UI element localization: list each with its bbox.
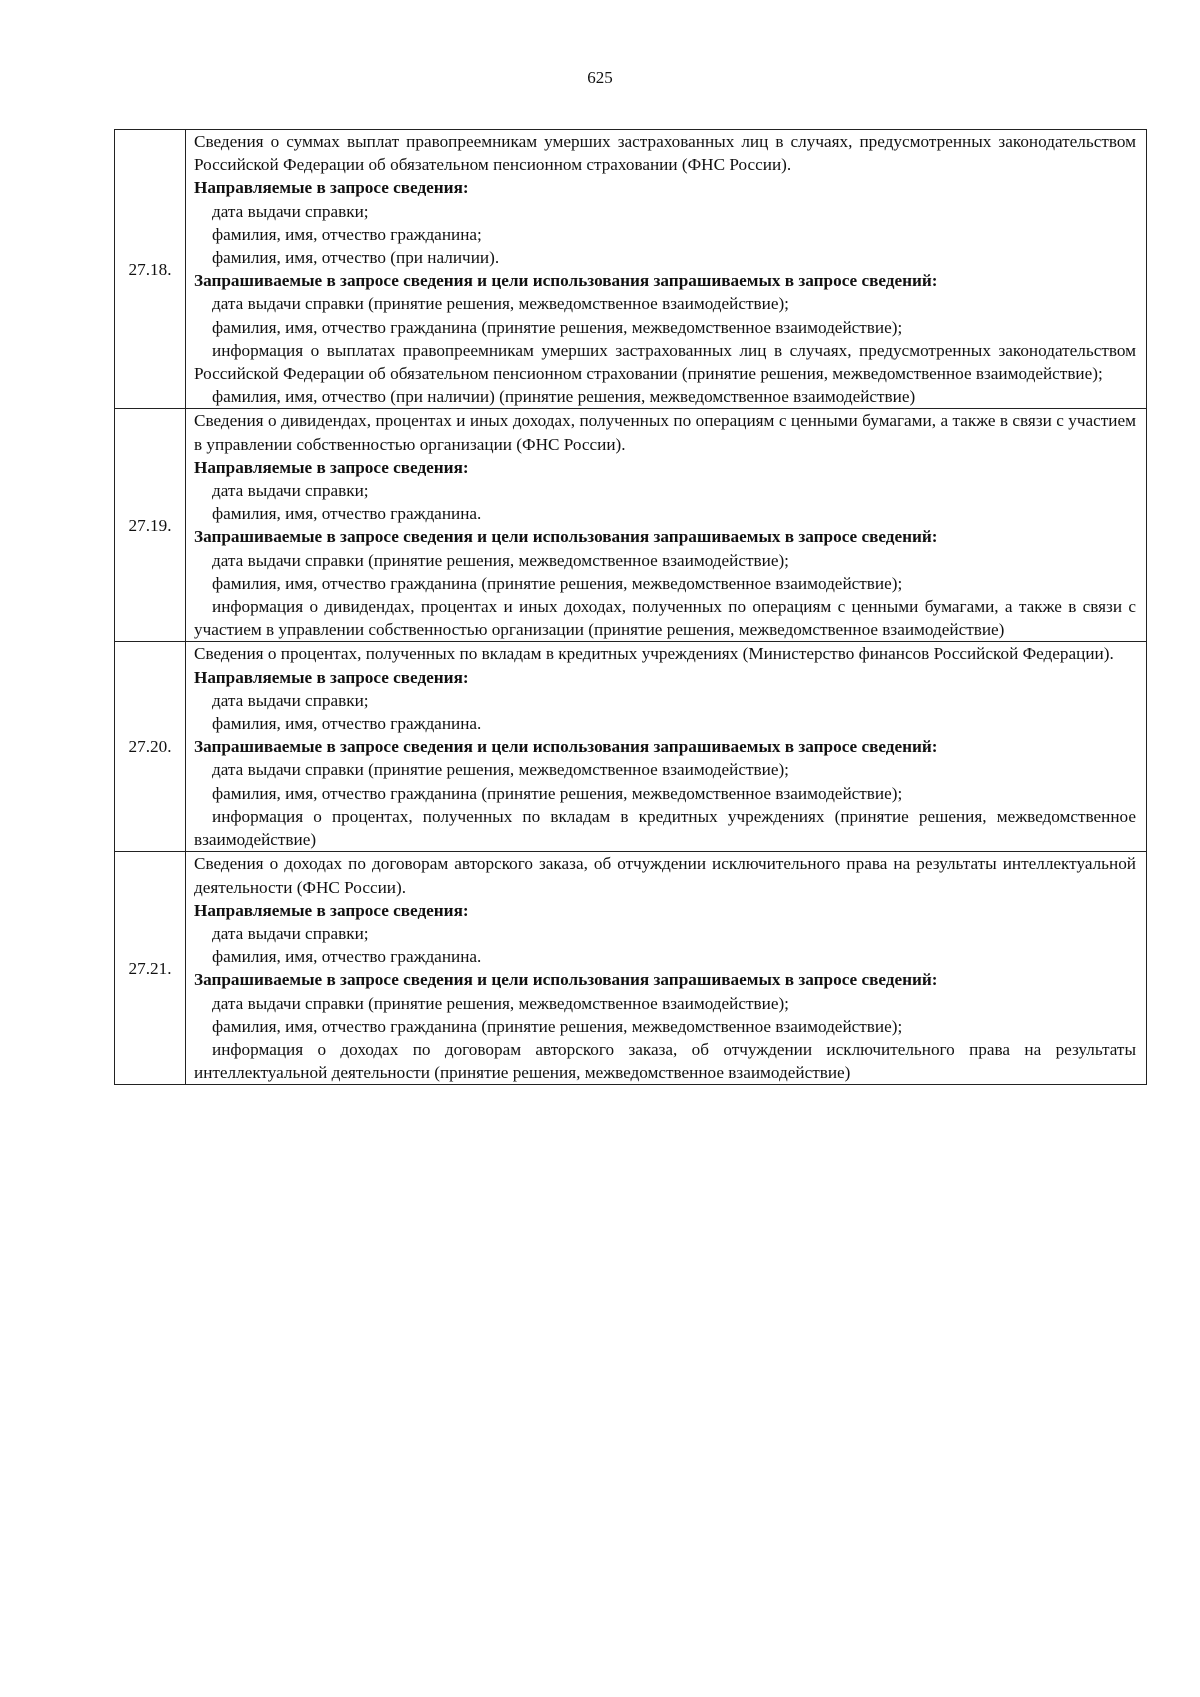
row-number: 27.18. bbox=[115, 130, 186, 409]
row-content bbox=[186, 130, 1147, 409]
requested-item: дата выдачи справки (принятие решения, межведомственное взаимодействие); bbox=[212, 550, 789, 570]
page-number: 625 bbox=[587, 68, 613, 87]
sent-item: фамилия, имя, отчество гражданина. bbox=[212, 714, 482, 734]
requested-item: информация о выплатах правопреемникам умерших застрахованных лиц в случаях, предусмотренных законодательством Российской Федерации об обязательном пенсионном страховании (принятие решения, межведомственное взаимодействие); bbox=[194, 340, 1136, 384]
requested-heading: Запрашиваемые в запросе сведения и цели использования запрашиваемых в запросе сведений: bbox=[194, 271, 938, 291]
row-content bbox=[186, 852, 1147, 1085]
row-title: Сведения о дивидендах, процентах и иных доходах, полученных по операциям с ценными бумагами, а также в связи с участием в управлении собственностью организации (ФНС России). bbox=[194, 411, 1136, 454]
document-table bbox=[114, 129, 1147, 1085]
row-number: 27.19. bbox=[115, 409, 186, 642]
row-number: 27.21. bbox=[115, 852, 186, 1085]
table-row bbox=[115, 130, 1147, 409]
requested-heading: Запрашиваемые в запросе сведения и цели использования запрашиваемых в запросе сведений: bbox=[194, 527, 938, 547]
sent-item: дата выдачи справки; bbox=[212, 923, 369, 943]
sent-item: дата выдачи справки; bbox=[212, 481, 369, 501]
row-content bbox=[186, 409, 1147, 642]
requested-item: дата выдачи справки (принятие решения, межведомственное взаимодействие); bbox=[212, 760, 789, 780]
requested-item: фамилия, имя, отчество гражданина (принятие решения, межведомственное взаимодействие); bbox=[212, 317, 903, 337]
requested-item: фамилия, имя, отчество гражданина (принятие решения, межведомственное взаимодействие); bbox=[212, 783, 903, 803]
requested-item: фамилия, имя, отчество гражданина (принятие решения, межведомственное взаимодействие); bbox=[212, 1016, 903, 1036]
table-body bbox=[115, 130, 1147, 1085]
requested-item: фамилия, имя, отчество (при наличии) (принятие решения, межведомственное взаимодействие) bbox=[212, 387, 916, 407]
requested-item: информация о процентах, полученных по вкладам в кредитных учреждениях (принятие решения, межведомственное взаимодействие) bbox=[194, 806, 1136, 850]
requested-item: информация о дивидендах, процентах и иных доходах, полученных по операциям с ценными бумагами, а также в связи с участием в управлении собственностью организации (принятие решения, межведомственное взаимодействие) bbox=[194, 597, 1136, 640]
sent-item: дата выдачи справки; bbox=[212, 690, 369, 710]
requested-item: дата выдачи справки (принятие решения, межведомственное взаимодействие); bbox=[212, 993, 789, 1013]
requested-item: дата выдачи справки (принятие решения, межведомственное взаимодействие); bbox=[212, 294, 789, 314]
requested-heading: Запрашиваемые в запросе сведения и цели использования запрашиваемых в запросе сведений: bbox=[194, 970, 938, 990]
row-number: 27.20. bbox=[115, 642, 186, 852]
sent-heading: Направляемые в запросе сведения: bbox=[194, 178, 469, 198]
sent-item: фамилия, имя, отчество гражданина. bbox=[212, 504, 482, 524]
sent-item: фамилия, имя, отчество гражданина. bbox=[212, 947, 482, 967]
row-content bbox=[186, 642, 1147, 852]
table-row bbox=[115, 852, 1147, 1085]
row-title: Сведения о процентах, полученных по вкладам в кредитных учреждениях (Министерство финансов Российской Федерации). bbox=[194, 644, 1114, 664]
row-title: Сведения о доходах по договорам авторского заказа, об отчуждении исключительного права на результаты интеллектуальной деятельности (ФНС России). bbox=[194, 854, 1136, 897]
table-row bbox=[115, 409, 1147, 642]
sent-item: фамилия, имя, отчество гражданина; bbox=[212, 224, 482, 244]
sent-heading: Направляемые в запросе сведения: bbox=[194, 457, 469, 477]
sent-heading: Направляемые в запросе сведения: bbox=[194, 667, 469, 687]
requested-item: информация о доходах по договорам авторского заказа, об отчуждении исключительного права на результаты интеллектуальной деятельности (принятие решения, межведомственное взаимодействие) bbox=[194, 1039, 1136, 1083]
requested-heading: Запрашиваемые в запросе сведения и цели использования запрашиваемых в запросе сведений: bbox=[194, 737, 938, 757]
sent-item: дата выдачи справки; bbox=[212, 201, 369, 221]
sent-item: фамилия, имя, отчество (при наличии). bbox=[212, 248, 500, 268]
row-title: Сведения о суммах выплат правопреемникам умерших застрахованных лиц в случаях, предусмотренных законодательством Российской Федерации об обязательном пенсионном страховании (ФНС России). bbox=[194, 132, 1136, 175]
requested-item: фамилия, имя, отчество гражданина (принятие решения, межведомственное взаимодействие); bbox=[212, 573, 903, 593]
table-row bbox=[115, 642, 1147, 852]
sent-heading: Направляемые в запросе сведения: bbox=[194, 900, 469, 920]
